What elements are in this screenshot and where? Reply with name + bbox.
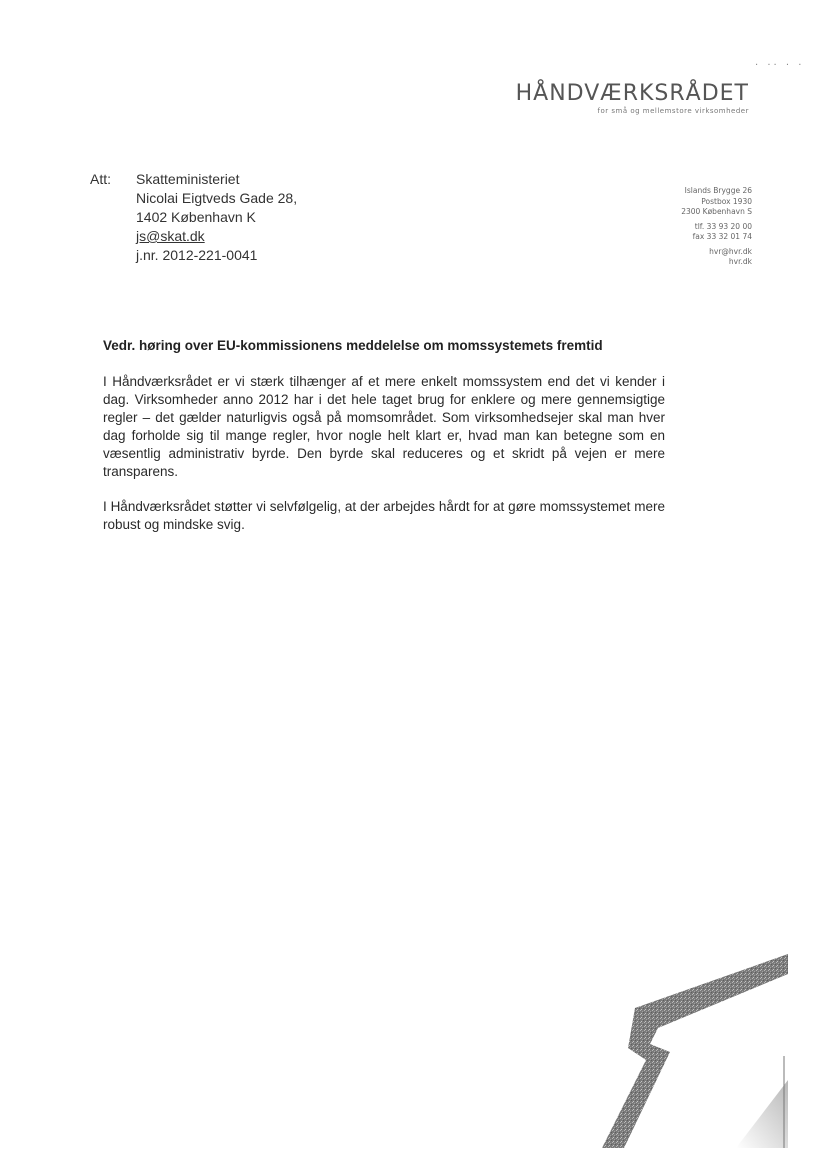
page-speck: · ·· · ·	[755, 60, 805, 71]
sender-street: Islands Brygge 26	[684, 186, 752, 195]
journal-number: j.nr. 2012-221-0041	[136, 247, 258, 263]
sender-postbox: Postbox 1930	[701, 196, 752, 206]
body-paragraph-1: I Håndværksrådet er vi stærk tilhænger af et mere enkelt momssystem end det vi kender i dag. Virksomheder anno 2012 har i det hele taget brug for enklere og mere gennemsigtige regler – det gælder naturligvis også på momsområdet. Som virksomhedsejer skal man hver dag forholde sig til mange regler, hvor nogle helt klart er, hvad man kan betegne som en væsentlig administrativ byrde. Den byrde skal reduceres og et skridt på vejen er mere transparens.	[103, 374, 665, 479]
sender-email: hvr@hvr.dk	[709, 246, 752, 256]
letter-subject: Vedr. høring over EU-kommissionens meddelelse om momssystemets fremtid	[103, 338, 603, 353]
sender-phone: tlf. 33 93 20 00	[694, 221, 752, 231]
body-paragraph-2: I Håndværksrådet støtter vi selvfølgelig, at der arbejdes hårdt for at gøre momssystemet mere robust og mindske svig.	[103, 499, 665, 532]
company-logo	[516, 82, 749, 116]
letter-body	[103, 373, 665, 551]
graphic-triangle	[736, 1080, 788, 1148]
logo-tagline: for små og mellemstore virksomheder	[597, 107, 749, 115]
recipient-city: 1402 København K	[136, 209, 256, 225]
logo-wordmark: HÅNDVÆRKSRÅDET	[515, 81, 749, 106]
sender-address	[681, 186, 752, 268]
sender-web: hvr.dk	[728, 257, 752, 266]
recipient-street: Nicolai Eigtveds Gade 28,	[136, 190, 298, 206]
att-label: Att:	[90, 171, 112, 187]
logo-graphic-icon	[600, 950, 800, 1150]
sender-city: 2300 København S	[681, 207, 752, 216]
recipient-address	[136, 170, 396, 265]
sender-fax: fax 33 32 01 74	[692, 232, 752, 241]
recipient-email-link[interactable]: js@skat.dk	[136, 228, 205, 244]
recipient-name: Skatteministeriet	[136, 171, 240, 187]
